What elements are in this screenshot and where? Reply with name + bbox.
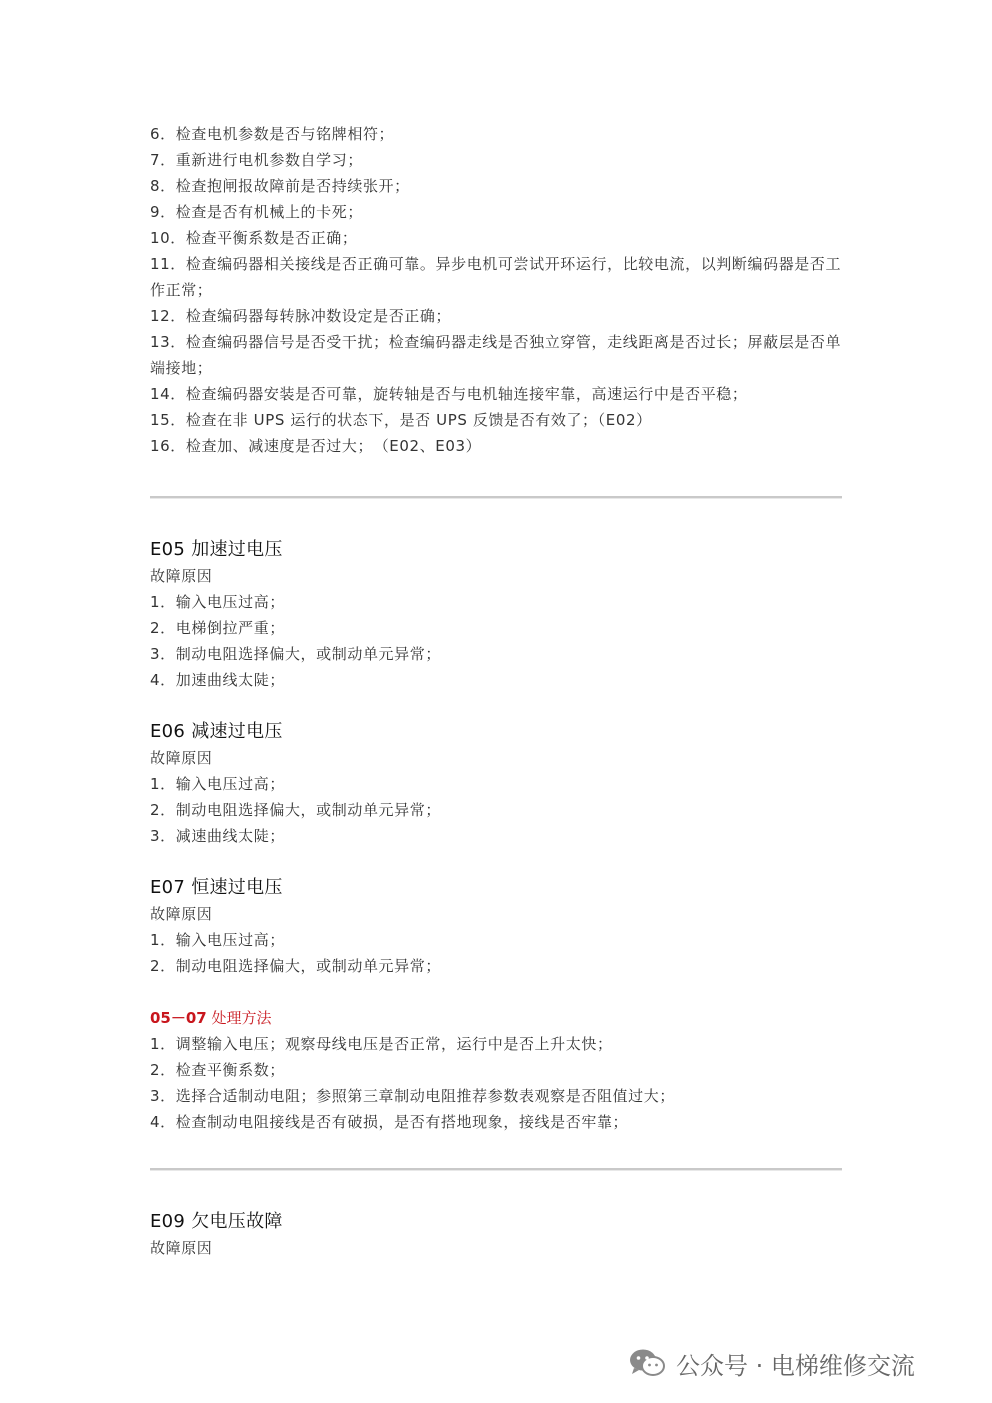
list-item: 1．输入电压过高； (150, 593, 285, 611)
list-item: 2．制动电阻选择偏大，或制动单元异常； (150, 801, 441, 819)
list-item: 4．检查制动电阻接线是否有破损，是否有搭地现象，接线是否牢靠； (150, 1113, 629, 1131)
list-item: 9．检查是否有机械上的卡死； (150, 203, 363, 221)
list-item: 2．电梯倒拉严重； (150, 619, 285, 637)
list-item: 15．检查在非 UPS 运行的状态下，是否 UPS 反馈是否有效了；（E02） (150, 411, 652, 429)
list-item: 14．检查编码器安装是否可靠，旋转轴是否与电机轴连接牢靠，高速运行中是否平稳； (150, 385, 748, 403)
list-item: 3．减速曲线太陡； (150, 827, 285, 845)
section-title: E07 恒速过电压 (150, 877, 283, 898)
handling-title (150, 1005, 842, 1031)
cause-label: 故障原因 (150, 749, 213, 767)
footer-text: 公众号 · 电梯维修交流 (676, 1351, 915, 1380)
list-item: 13．检查编码器信号是否受干扰；检查编码器走线是否独立穿管，走线距离是否过长；屏蔽层是否单端接地； (150, 333, 842, 377)
list-item: 16．检查加、减速度是否过大； （E02、E03） (150, 437, 482, 455)
list-item: 10．检查平衡系数是否正确； (150, 229, 358, 247)
section-handling (150, 1005, 842, 1135)
list-item: 7．重新进行电机参数自学习； (150, 151, 363, 169)
section-title: E05 加速过电压 (150, 539, 283, 560)
list-item: 12．检查编码器每转脉冲数设定是否正确； (150, 307, 452, 325)
continued-list (150, 121, 842, 459)
list-item: 8．检查抱闸报故障前是否持续张开； (150, 177, 410, 195)
handling-code: 05－07 (150, 1009, 207, 1027)
list-item: 2．检查平衡系数； (150, 1061, 285, 1079)
list-item: 6．检查电机参数是否与铭牌相符； (150, 125, 395, 143)
watermark-footer (628, 1345, 915, 1381)
section-title: E06 减速过电压 (150, 721, 283, 742)
document-body (150, 121, 842, 1261)
list-item: 2．制动电阻选择偏大，或制动单元异常； (150, 957, 441, 975)
list-item: 4．加速曲线太陡； (150, 671, 285, 689)
list-item: 1．输入电压过高； (150, 931, 285, 949)
list-item: 1．输入电压过高； (150, 775, 285, 793)
cause-label: 故障原因 (150, 1239, 213, 1257)
section-title: E09 欠电压故障 (150, 1211, 283, 1232)
section-e06 (150, 719, 842, 849)
section-e05 (150, 537, 842, 693)
list-item: 1．调整输入电压；观察母线电压是否正常，运行中是否上升太快； (150, 1035, 613, 1053)
handling-label: 处理方法 (206, 1009, 272, 1027)
cause-label: 故障原因 (150, 905, 213, 923)
section-e09 (150, 1209, 842, 1261)
section-divider (150, 1168, 842, 1170)
section-divider (150, 496, 842, 498)
list-item: 3．选择合适制动电阻；参照第三章制动电阻推荐参数表观察是否阻值过大； (150, 1087, 675, 1105)
section-e07 (150, 875, 842, 979)
list-item: 3．制动电阻选择偏大，或制动单元异常； (150, 645, 441, 663)
cause-label: 故障原因 (150, 567, 213, 585)
list-item: 11．检查编码器相关接线是否正确可靠。异步电机可尝试开环运行，比较电流，以判断编码器是否工作正常； (150, 255, 842, 299)
wechat-icon (628, 1348, 666, 1378)
